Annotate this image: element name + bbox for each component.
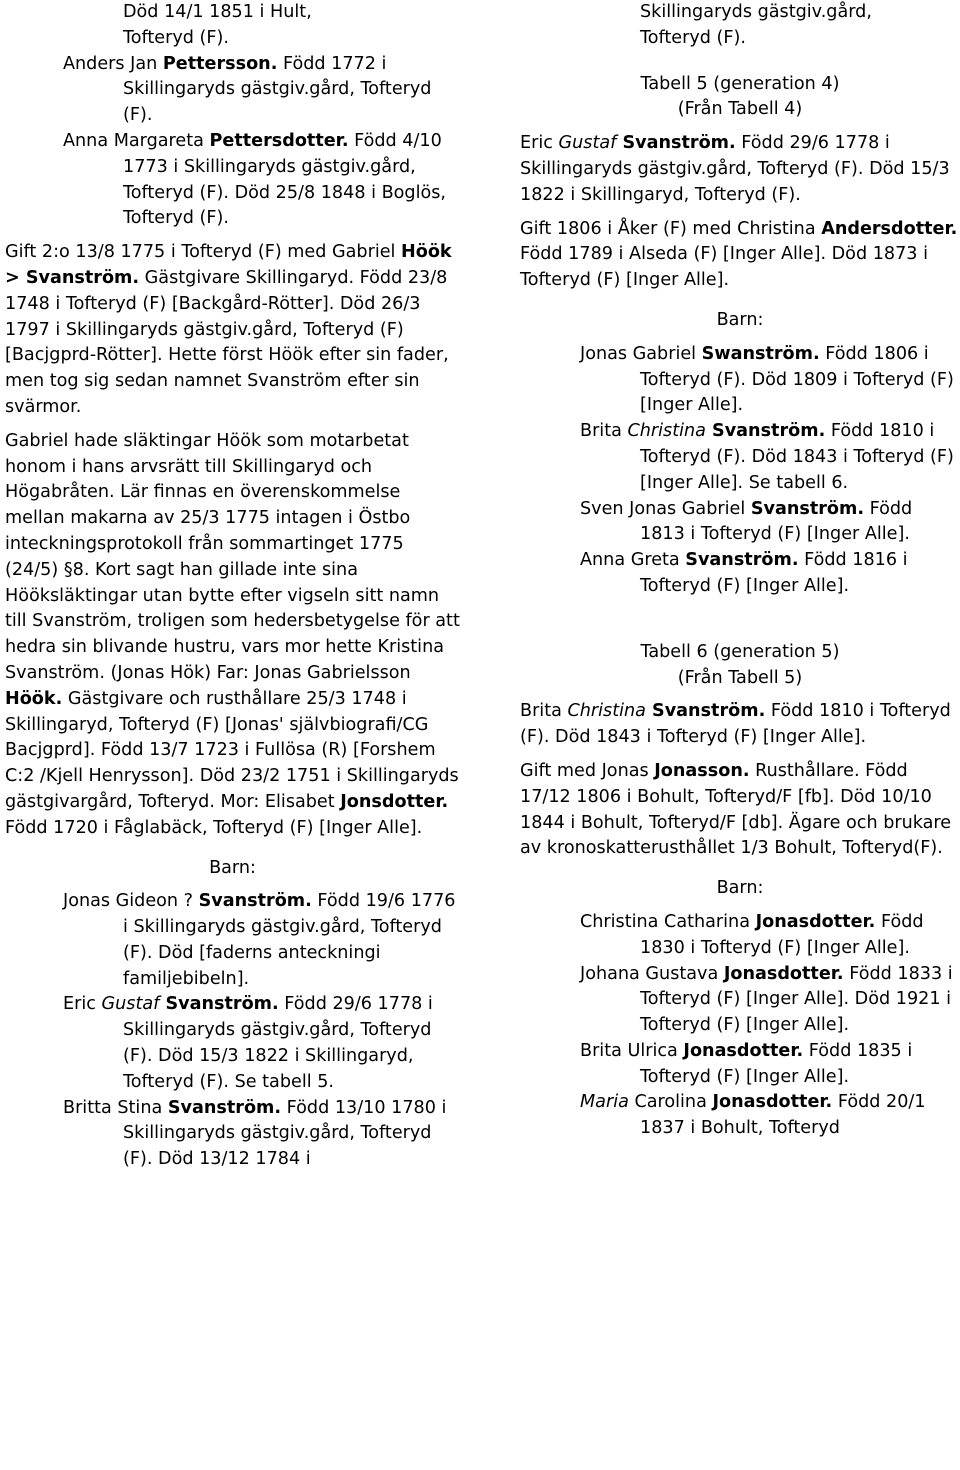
person-entry: Anders Jan Pettersson. Född 1772 i Skillingaryds gästgiv.gård, Tofteryd (F). <box>63 53 432 126</box>
child-entry: Eric Gustaf Svanström. Född 29/6 1778 i Skillingaryds gästgiv.gård, Tofteryd (F). Död 15/3 1822 i Skillingaryd, Tofteryd (F). Se tabell 5. <box>63 994 433 1092</box>
person-paragraph: Brita Christina Svanström. Född 1810 i Tofteryd (F). Död 1843 i Tofteryd (F) [Inger Alle]. <box>520 701 951 748</box>
child-entry: Britta Stina Svanström. Född 13/10 1780 i Skillingaryds gästgiv.gård, Tofteryd (F). Död 13/12 1784 i <box>63 1097 447 1170</box>
text-line: Tofteryd (F). <box>640 27 746 48</box>
person-paragraph: Eric Gustaf Svanström. Född 29/6 1778 i Skillingaryds gästgiv.gård, Tofteryd (F). Död 15/3 1822 i Skillingaryd, Tofteryd (F). <box>520 133 950 205</box>
marriage-paragraph: Gift 2:o 13/8 1775 i Tofteryd (F) med Gabriel Höök > Svanström. Gästgivare Skillingaryd. Född 23/8 1748 i Tofteryd (F) [Backgård-Rötter]. Död 26/3 1797 i Skillingaryds gästgiv.gård, Tofteryd (F) [Bacjgprd-Rötter]. Hette först Höök efter sin fader, men tog sig sedan namnet Svanström efter sin svärmor. <box>5 242 452 417</box>
child-entry: Christina Catharina Jonasdotter. Född 1830 i Tofteryd (F) [Inger Alle]. <box>580 911 924 958</box>
table-subtitle: (Från Tabell 4) <box>677 99 803 120</box>
text-line: Skillingaryds gästgiv.gård, <box>640 2 872 22</box>
person-entry: Anna Margareta Pettersdotter. Född 4/10 1773 i Skillingaryds gästgiv.gård, Tofteryd (F). Död 25/8 1848 i Boglös, Tofteryd (F). <box>63 130 447 229</box>
child-entry: Jonas Gabriel Swanström. Född 1806 i Tofteryd (F). Död 1809 i Tofteryd (F) [Inger Alle]. <box>580 343 954 416</box>
marriage-paragraph: Gift 1806 i Åker (F) med Christina Andersdotter. Född 1789 i Alseda (F) [Inger Alle]. Död 1873 i Tofteryd (F) [Inger Alle]. <box>520 218 958 291</box>
marriage-paragraph: Gift med Jonas Jonasson. Rusthållare. Född 17/12 1806 i Bohult, Tofteryd/F [fb]. Död 10/10 1844 i Bohult, Tofteryd/F [db]. Ägare och brukare av kronoskatterusthållet 1/3 Bohult, Tofteryd(F). <box>520 760 952 859</box>
child-entry: Maria Carolina Jonasdotter. Född 20/1 1837 i Bohult, Tofteryd <box>580 1092 926 1139</box>
children-heading: Barn: <box>209 857 256 878</box>
child-entry: Johana Gustava Jonasdotter. Född 1833 i Tofteryd (F) [Inger Alle]. Död 1921 i Tofteryd (F) [Inger Alle]. <box>580 963 953 1036</box>
child-entry: Brita Christina Svanström. Född 1810 i Tofteryd (F). Död 1843 i Tofteryd (F) [Inger Alle]. Se tabell 6. <box>580 421 954 493</box>
text-line: Död 14/1 1851 i Hult, <box>123 2 312 22</box>
table-title: Tabell 6 (generation 5) <box>640 641 840 662</box>
child-entry: Sven Jonas Gabriel Svanström. Född 1813 i Tofteryd (F) [Inger Alle]. <box>580 498 913 545</box>
children-heading: Barn: <box>716 878 764 899</box>
children-heading: Barn: <box>716 309 764 330</box>
child-entry: Anna Greta Svanström. Född 1816 i Tofteryd (F) [Inger Alle]. <box>580 550 908 596</box>
left-column <box>5 0 460 1173</box>
text-line: Tofteryd (F). <box>123 27 229 48</box>
right-column <box>520 0 958 1142</box>
child-entry: Brita Ulrica Jonasdotter. Född 1835 i Tofteryd (F) [Inger Alle]. <box>580 1040 913 1087</box>
child-entry: Jonas Gideon ? Svanström. Född 19/6 1776 i Skillingaryds gästgiv.gård, Tofteryd (F). Död [faderns anteckningi familjebibeln]. <box>63 891 456 989</box>
table-title: Tabell 5 (generation 4) <box>640 73 840 94</box>
table-subtitle: (Från Tabell 5) <box>677 667 803 688</box>
description-paragraph: Gabriel hade släktingar Höök som motarbetat honom i hans arvsrätt till Skillingaryd och Högabråten. Lär finnas en överenskommelse mellan makarna av 25/3 1775 intagen i Östbo inteckningsprotokoll från sommartinget 1775 (24/5) §8. Kort sagt han gillade inte sina Hööksläktingar utan bytte efter vigseln sitt namn till Svanström, troligen som hedersbetygelse för att hedra sin blivande hustru, vars mor hette Kristina Svanström. (Jonas Hök) Far: Jonas Gabrielsson Höök. Gästgivare och rusthållare 25/3 1748 i Skillingaryd, Tofteryd (F) [Jonas' självbiografi/CG Bacjgprd]. Född 13/7 1723 i Fullösa (R) [Forshem C:2 /Kjell Henrysson]. Död 23/2 1751 i Skillingaryds gästgivargård, Tofteryd. Mor: Elisabet Jonsdotter. Född 1720 i Fåglabäck, Tofteryd (F) [Inger Alle]. <box>5 430 460 838</box>
